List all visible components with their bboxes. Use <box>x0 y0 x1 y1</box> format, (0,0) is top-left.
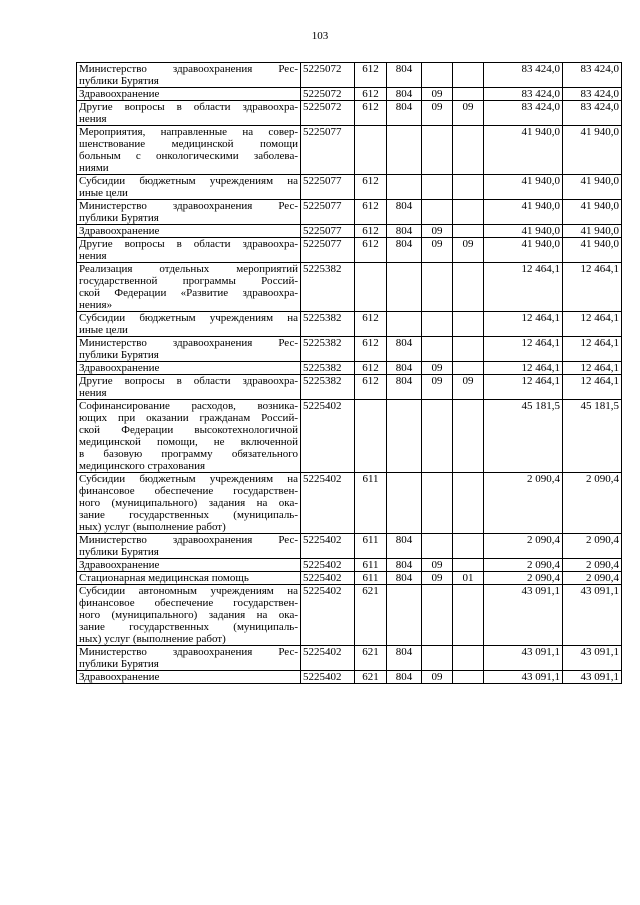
row-name-line: ного (муниципального) задания на ока- <box>79 609 298 621</box>
section-cell <box>422 400 453 473</box>
row-name-line: публики Бурятия <box>79 349 159 361</box>
row-name-line: публики Бурятия <box>79 546 159 558</box>
row-name-line: иные цели <box>79 187 128 199</box>
ministry-code-cell: 804 <box>387 200 422 225</box>
section-cell <box>422 337 453 362</box>
table-row <box>77 534 622 559</box>
amount-cell: 2 090,4 <box>484 473 563 534</box>
row-name-line: ного (муниципального) задания на ока- <box>79 497 298 509</box>
row-name-line: ных) услуг (выполнение работ) <box>79 633 226 645</box>
amount-cell: 12 464,1 <box>484 263 563 312</box>
amount-total-cell: 12 464,1 <box>563 362 622 375</box>
ministry-code-cell: 804 <box>387 101 422 126</box>
amount-cell: 83 424,0 <box>484 101 563 126</box>
table-row <box>77 175 622 200</box>
expense-type-cell <box>355 263 387 312</box>
table-row <box>77 585 622 646</box>
subsection-cell <box>453 225 484 238</box>
target-article-cell: 5225402 <box>301 473 355 534</box>
row-name-line: Реализация отдельных мероприятий <box>79 263 298 275</box>
row-name-line: Здравоохранение <box>79 362 160 374</box>
target-article-cell: 5225077 <box>301 225 355 238</box>
target-article-cell: 5225382 <box>301 375 355 400</box>
amount-total-cell: 41 940,0 <box>563 126 622 175</box>
ministry-code-cell: 804 <box>387 671 422 684</box>
expense-type-cell: 611 <box>355 559 387 572</box>
amount-cell: 2 090,4 <box>484 534 563 559</box>
row-name-line: финансовое обеспечение государствен- <box>79 485 298 497</box>
amount-cell: 41 940,0 <box>484 225 563 238</box>
section-cell: 09 <box>422 88 453 101</box>
section-cell <box>422 175 453 200</box>
row-name-line: Субсидии автономным учреждениям на <box>79 585 298 597</box>
amount-total-cell: 83 424,0 <box>563 63 622 88</box>
ministry-code-cell: 804 <box>387 572 422 585</box>
ministry-code-cell: 804 <box>387 362 422 375</box>
subsection-cell <box>453 671 484 684</box>
ministry-code-cell: 804 <box>387 559 422 572</box>
row-name-line: публики Бурятия <box>79 75 159 87</box>
target-article-cell: 5225072 <box>301 101 355 126</box>
row-name-line: публики Бурятия <box>79 212 159 224</box>
ministry-code-cell: 804 <box>387 238 422 263</box>
amount-total-cell: 12 464,1 <box>563 263 622 312</box>
row-name-line: Министерство здравоохранения Рес- <box>79 646 298 658</box>
row-name-cell <box>77 375 301 400</box>
row-name-line: в базовую программу обязательного <box>79 448 298 460</box>
page-number: 103 <box>311 30 329 42</box>
row-name-line: Мероприятия, направленные на совер- <box>79 126 298 138</box>
row-name-line: больным с онкологическими заболева- <box>79 150 298 162</box>
expense-type-cell: 612 <box>355 88 387 101</box>
row-name-line: нения <box>79 387 107 399</box>
amount-cell: 83 424,0 <box>484 88 563 101</box>
subsection-cell <box>453 534 484 559</box>
row-name-line: Здравоохранение <box>79 88 160 100</box>
row-name-line: Субсидии бюджетным учреждениям на <box>79 312 298 324</box>
row-name-cell <box>77 671 301 684</box>
ministry-code-cell: 804 <box>387 375 422 400</box>
amount-cell: 12 464,1 <box>484 337 563 362</box>
section-cell <box>422 312 453 337</box>
row-name-line: нения <box>79 250 107 262</box>
row-name-cell <box>77 225 301 238</box>
row-name-line: ской Федерации «Развитие здравоохра- <box>79 287 298 299</box>
ministry-code-cell <box>387 312 422 337</box>
amount-total-cell: 41 940,0 <box>563 175 622 200</box>
row-name-line: Министерство здравоохранения Рес- <box>79 200 298 212</box>
table-row <box>77 572 622 585</box>
amount-cell: 2 090,4 <box>484 559 563 572</box>
row-name-cell <box>77 473 301 534</box>
expense-type-cell: 612 <box>355 362 387 375</box>
target-article-cell: 5225077 <box>301 175 355 200</box>
subsection-cell <box>453 585 484 646</box>
subsection-cell <box>453 473 484 534</box>
row-name-line: ской Федерации высокотехнологичной <box>79 424 298 436</box>
section-cell <box>422 473 453 534</box>
target-article-cell: 5225402 <box>301 559 355 572</box>
target-article-cell: 5225382 <box>301 362 355 375</box>
row-name-cell <box>77 200 301 225</box>
target-article-cell: 5225402 <box>301 400 355 473</box>
target-article-cell: 5225402 <box>301 534 355 559</box>
ministry-code-cell: 804 <box>387 534 422 559</box>
ministry-code-cell <box>387 585 422 646</box>
ministry-code-cell: 804 <box>387 646 422 671</box>
row-name-cell <box>77 63 301 88</box>
table-row <box>77 225 622 238</box>
ministry-code-cell: 804 <box>387 225 422 238</box>
row-name-cell <box>77 572 301 585</box>
amount-cell: 43 091,1 <box>484 671 563 684</box>
row-name-line: публики Бурятия <box>79 658 159 670</box>
subsection-cell <box>453 337 484 362</box>
amount-total-cell: 2 090,4 <box>563 559 622 572</box>
section-cell: 09 <box>422 362 453 375</box>
section-cell <box>422 263 453 312</box>
row-name-line: ных) услуг (выполнение работ) <box>79 521 226 533</box>
table-row <box>77 263 622 312</box>
amount-cell: 41 940,0 <box>484 200 563 225</box>
amount-cell: 12 464,1 <box>484 362 563 375</box>
expense-type-cell: 612 <box>355 101 387 126</box>
row-name-line: ющих при оказании гражданам Россий- <box>79 412 298 424</box>
subsection-cell <box>453 263 484 312</box>
expense-type-cell <box>355 400 387 473</box>
amount-cell: 2 090,4 <box>484 572 563 585</box>
row-name-line: медицинского страхования <box>79 460 206 472</box>
amount-total-cell: 2 090,4 <box>563 534 622 559</box>
expense-type-cell: 612 <box>355 63 387 88</box>
ministry-code-cell <box>387 175 422 200</box>
row-name-cell <box>77 646 301 671</box>
table-row <box>77 101 622 126</box>
amount-total-cell: 12 464,1 <box>563 375 622 400</box>
row-name-line: Здравоохранение <box>79 671 160 683</box>
expense-type-cell: 612 <box>355 225 387 238</box>
row-name-line: ниями <box>79 162 109 174</box>
budget-table-body <box>77 63 622 684</box>
amount-cell: 83 424,0 <box>484 63 563 88</box>
amount-total-cell: 43 091,1 <box>563 671 622 684</box>
row-name-line: Софинансирование расходов, возника- <box>79 400 298 412</box>
table-row <box>77 646 622 671</box>
subsection-cell <box>453 646 484 671</box>
subsection-cell: 01 <box>453 572 484 585</box>
row-name-cell <box>77 585 301 646</box>
row-name-line: зание государственных (муниципаль- <box>79 509 298 521</box>
subsection-cell <box>453 200 484 225</box>
ministry-code-cell: 804 <box>387 63 422 88</box>
row-name-line: Субсидии бюджетным учреждениям на <box>79 473 298 485</box>
row-name-cell <box>77 238 301 263</box>
ministry-code-cell: 804 <box>387 337 422 362</box>
subsection-cell: 09 <box>453 375 484 400</box>
row-name-line: нения» <box>79 299 113 311</box>
expense-type-cell: 612 <box>355 238 387 263</box>
table-row <box>77 559 622 572</box>
table-row <box>77 126 622 175</box>
table-row <box>77 400 622 473</box>
expense-type-cell: 621 <box>355 671 387 684</box>
row-name-line: Министерство здравоохранения Рес- <box>79 63 298 75</box>
row-name-line: зание государственных (муниципаль- <box>79 621 298 633</box>
table-row <box>77 473 622 534</box>
section-cell: 09 <box>422 559 453 572</box>
expense-type-cell: 612 <box>355 312 387 337</box>
subsection-cell <box>453 126 484 175</box>
row-name-cell <box>77 534 301 559</box>
target-article-cell: 5225402 <box>301 646 355 671</box>
ministry-code-cell <box>387 263 422 312</box>
row-name-line: государственной программы Россий- <box>79 275 298 287</box>
subsection-cell <box>453 362 484 375</box>
ministry-code-cell <box>387 400 422 473</box>
row-name-line: шенствование медицинской помощи <box>79 138 298 150</box>
table-row <box>77 362 622 375</box>
row-name-cell <box>77 312 301 337</box>
row-name-line: Министерство здравоохранения Рес- <box>79 337 298 349</box>
expense-type-cell: 612 <box>355 337 387 362</box>
row-name-line: нения <box>79 113 107 125</box>
expense-type-cell: 611 <box>355 473 387 534</box>
expense-type-cell: 611 <box>355 534 387 559</box>
row-name-line: иные цели <box>79 324 128 336</box>
row-name-line: Другие вопросы в области здравоохра- <box>79 101 298 113</box>
row-name-cell <box>77 362 301 375</box>
subsection-cell <box>453 175 484 200</box>
row-name-line: финансовое обеспечение государствен- <box>79 597 298 609</box>
table-row <box>77 671 622 684</box>
amount-total-cell: 2 090,4 <box>563 473 622 534</box>
table-row <box>77 337 622 362</box>
row-name-line: Субсидии бюджетным учреждениям на <box>79 175 298 187</box>
section-cell: 09 <box>422 572 453 585</box>
row-name-cell <box>77 400 301 473</box>
subsection-cell <box>453 559 484 572</box>
table-row <box>77 200 622 225</box>
amount-total-cell: 2 090,4 <box>563 572 622 585</box>
section-cell <box>422 63 453 88</box>
amount-total-cell: 41 940,0 <box>563 200 622 225</box>
amount-total-cell: 83 424,0 <box>563 88 622 101</box>
row-name-line: медицинской помощи, не включенной <box>79 436 298 448</box>
section-cell: 09 <box>422 225 453 238</box>
amount-total-cell: 12 464,1 <box>563 337 622 362</box>
ministry-code-cell: 804 <box>387 88 422 101</box>
subsection-cell: 09 <box>453 101 484 126</box>
section-cell <box>422 534 453 559</box>
amount-cell: 41 940,0 <box>484 126 563 175</box>
row-name-line: Здравоохранение <box>79 559 160 571</box>
amount-cell: 43 091,1 <box>484 646 563 671</box>
subsection-cell <box>453 63 484 88</box>
expense-type-cell: 621 <box>355 585 387 646</box>
target-article-cell: 5225072 <box>301 63 355 88</box>
table-row <box>77 88 622 101</box>
ministry-code-cell <box>387 473 422 534</box>
target-article-cell: 5225077 <box>301 238 355 263</box>
expense-type-cell: 611 <box>355 572 387 585</box>
amount-total-cell: 83 424,0 <box>563 101 622 126</box>
row-name-line: Другие вопросы в области здравоохра- <box>79 375 298 387</box>
subsection-cell <box>453 400 484 473</box>
amount-cell: 41 940,0 <box>484 238 563 263</box>
target-article-cell: 5225077 <box>301 126 355 175</box>
amount-total-cell: 41 940,0 <box>563 238 622 263</box>
expense-type-cell: 612 <box>355 175 387 200</box>
table-row <box>77 63 622 88</box>
table-row <box>77 375 622 400</box>
amount-cell: 41 940,0 <box>484 175 563 200</box>
row-name-line: Здравоохранение <box>79 225 160 237</box>
expense-type-cell: 612 <box>355 375 387 400</box>
amount-total-cell: 12 464,1 <box>563 312 622 337</box>
expense-type-cell: 612 <box>355 200 387 225</box>
subsection-cell <box>453 88 484 101</box>
row-name-cell <box>77 559 301 572</box>
section-cell: 09 <box>422 101 453 126</box>
subsection-cell: 09 <box>453 238 484 263</box>
section-cell: 09 <box>422 238 453 263</box>
target-article-cell: 5225382 <box>301 263 355 312</box>
row-name-cell <box>77 101 301 126</box>
table-row <box>77 238 622 263</box>
section-cell <box>422 200 453 225</box>
amount-total-cell: 43 091,1 <box>563 585 622 646</box>
row-name-line: Другие вопросы в области здравоохра- <box>79 238 298 250</box>
row-name-line: Стационарная медицинская помощь <box>79 572 249 584</box>
target-article-cell: 5225382 <box>301 312 355 337</box>
expense-type-cell <box>355 126 387 175</box>
amount-cell: 45 181,5 <box>484 400 563 473</box>
row-name-cell <box>77 175 301 200</box>
target-article-cell: 5225402 <box>301 585 355 646</box>
amount-cell: 43 091,1 <box>484 585 563 646</box>
expense-type-cell: 621 <box>355 646 387 671</box>
budget-table <box>76 62 622 684</box>
amount-cell: 12 464,1 <box>484 375 563 400</box>
row-name-cell <box>77 263 301 312</box>
table-row <box>77 312 622 337</box>
row-name-cell <box>77 126 301 175</box>
row-name-cell <box>77 337 301 362</box>
target-article-cell: 5225382 <box>301 337 355 362</box>
amount-total-cell: 45 181,5 <box>563 400 622 473</box>
target-article-cell: 5225402 <box>301 671 355 684</box>
target-article-cell: 5225072 <box>301 88 355 101</box>
target-article-cell: 5225077 <box>301 200 355 225</box>
target-article-cell: 5225402 <box>301 572 355 585</box>
section-cell <box>422 126 453 175</box>
amount-total-cell: 41 940,0 <box>563 225 622 238</box>
row-name-line: Министерство здравоохранения Рес- <box>79 534 298 546</box>
section-cell <box>422 646 453 671</box>
subsection-cell <box>453 312 484 337</box>
section-cell: 09 <box>422 375 453 400</box>
amount-cell: 12 464,1 <box>484 312 563 337</box>
amount-total-cell: 43 091,1 <box>563 646 622 671</box>
section-cell: 09 <box>422 671 453 684</box>
section-cell <box>422 585 453 646</box>
ministry-code-cell <box>387 126 422 175</box>
row-name-cell <box>77 88 301 101</box>
